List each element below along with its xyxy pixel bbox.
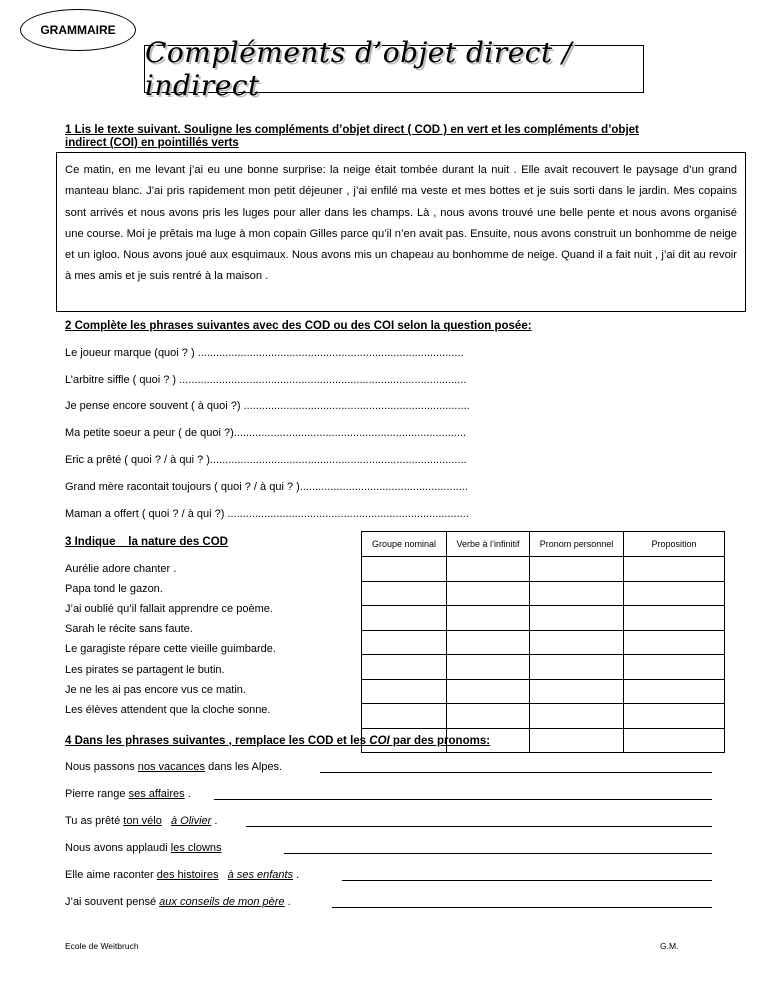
footer-author: G.M.: [660, 941, 679, 951]
ex3-sentence-6: Les pirates se partagent le butin.: [65, 664, 225, 676]
answer-cell[interactable]: [624, 679, 725, 704]
answer-cell[interactable]: [530, 606, 624, 631]
answer-cell[interactable]: [530, 704, 624, 729]
answer-cell[interactable]: [530, 581, 624, 606]
answer-line-5[interactable]: [342, 880, 712, 881]
s2-text: Pierre range: [65, 788, 129, 800]
s5-coi: à ses enfants: [227, 869, 294, 881]
badge-label: GRAMMAIRE: [40, 23, 116, 37]
footer-school: Ecole de Weitbruch: [65, 941, 139, 951]
s2-cod: ses affaires: [128, 788, 185, 800]
answer-cell[interactable]: [447, 630, 530, 655]
ex4-sentence-2: [65, 788, 191, 800]
ex2-line-2: L’arbitre siffle ( quoi ? ) ..............................................................................................: [65, 374, 467, 386]
s3-coi: à Olivier: [171, 815, 212, 827]
ex4-sentence-5: [65, 869, 299, 881]
answer-line-6[interactable]: [332, 907, 712, 908]
answer-cell[interactable]: [362, 557, 447, 582]
ex3-heading: [65, 536, 228, 549]
ex4-sentence-4: [65, 842, 222, 854]
answer-cell[interactable]: [447, 679, 530, 704]
title-box: [144, 36, 644, 102]
ex3-sentence-8: Les élèves attendent que la cloche sonne.: [65, 704, 271, 716]
ex4-heading-a: 4 Dans les phrases suivantes , remplace les COD et les: [65, 735, 370, 747]
col-proposition: Proposition: [624, 532, 725, 557]
s4-cod: les clowns: [170, 842, 222, 854]
s1-rest: dans les Alpes.: [205, 761, 283, 773]
table-row: [362, 704, 725, 729]
ex2-line-4: Ma petite soeur a peur ( de quoi ?)............................................................................: [65, 427, 467, 439]
ex2-heading: 2 Complète les phrases suivantes avec des COD ou des COI selon la question posée:: [65, 320, 532, 332]
s3-text: Tu as prêté: [65, 815, 124, 827]
table-row: [362, 581, 725, 606]
answer-cell[interactable]: [530, 557, 624, 582]
answer-line-2[interactable]: [214, 799, 712, 800]
ex3-sentence-2: Papa tond le gazon.: [65, 583, 163, 595]
ex1-heading-line1: 1 Lis le texte suivant. Souligne les compléments d’objet direct ( COD ) en vert et les compléments d’objet: [65, 124, 639, 136]
s6-rest: .: [284, 896, 291, 908]
ex3-heading-b: la nature des COD: [128, 536, 228, 548]
answer-cell[interactable]: [362, 655, 447, 680]
answer-cell[interactable]: [447, 655, 530, 680]
ex4-heading: [65, 735, 490, 748]
ex3-sentence-5: Le garagiste répare cette vieille guimbarde.: [65, 643, 276, 655]
answer-cell[interactable]: [624, 557, 725, 582]
answer-cell[interactable]: [362, 630, 447, 655]
cod-nature-table: [361, 531, 725, 753]
ex4-sentence-1: [65, 761, 282, 773]
answer-line-4[interactable]: [284, 853, 712, 854]
s1-cod: nos vacances: [137, 761, 206, 773]
col-groupe-nominal: Groupe nominal: [362, 532, 447, 557]
ex3-sentence-1: Aurélie adore chanter .: [65, 563, 177, 575]
answer-cell[interactable]: [362, 606, 447, 631]
ex1-heading: [65, 124, 639, 150]
s3-cod: ton vélo: [123, 815, 162, 827]
ex3-sentence-4: Sarah le récite sans faute.: [65, 623, 193, 635]
ex3-sentence-7: Je ne les ai pas encore vus ce matin.: [65, 684, 246, 696]
table-row: [362, 679, 725, 704]
table-row: [362, 655, 725, 680]
s5-rest: .: [293, 869, 300, 881]
s6-coi: aux conseils de mon père: [159, 896, 285, 908]
ex1-heading-line2: indirect (COI) en pointillés verts: [65, 137, 239, 149]
answer-cell[interactable]: [447, 557, 530, 582]
answer-cell[interactable]: [447, 704, 530, 729]
answer-cell[interactable]: [624, 655, 725, 680]
table-row: [362, 606, 725, 631]
answer-cell[interactable]: [447, 581, 530, 606]
answer-cell[interactable]: [624, 581, 725, 606]
answer-cell[interactable]: [447, 606, 530, 631]
table-row: [362, 630, 725, 655]
answer-line-1[interactable]: [320, 772, 712, 773]
ex4-heading-coi: COI: [369, 735, 390, 747]
s1-text: Nous passons: [65, 761, 138, 773]
s3-rest: .: [211, 815, 218, 827]
answer-cell[interactable]: [624, 606, 725, 631]
ex2-line-3: Je pense encore souvent ( à quoi ?) ..........................................................................: [65, 400, 470, 412]
ex3-sentence-3: J’ai oublié qu’il fallait apprendre ce poème.: [65, 603, 273, 615]
answer-cell[interactable]: [624, 630, 725, 655]
col-verbe-infinitif: Verbe à l’infinitif: [447, 532, 530, 557]
s6-text: J’ai souvent pensé: [65, 896, 160, 908]
s2-rest: .: [184, 788, 191, 800]
answer-cell[interactable]: [624, 728, 725, 753]
answer-cell[interactable]: [362, 679, 447, 704]
s5-text: Elle aime raconter: [65, 869, 157, 881]
table-row: [362, 557, 725, 582]
answer-cell[interactable]: [530, 728, 624, 753]
answer-cell[interactable]: [530, 679, 624, 704]
table-header-row: [362, 532, 725, 557]
answer-line-3[interactable]: [246, 826, 712, 827]
grammaire-badge: [20, 9, 136, 51]
ex4-heading-c: par des pronoms:: [389, 735, 491, 747]
col-pronom-personnel: Pronom personnel: [530, 532, 624, 557]
answer-cell[interactable]: [362, 581, 447, 606]
page-title: Compléments d’objet direct / indirect: [145, 36, 573, 102]
ex2-line-1: Le joueur marque (quoi ? ) .......................................................................................: [65, 347, 464, 359]
answer-cell[interactable]: [530, 655, 624, 680]
answer-cell[interactable]: [530, 630, 624, 655]
ex4-sentence-3: [65, 815, 217, 827]
ex2-line-5: Eric a prêté ( quoi ? / à qui ? )....................................................................................: [65, 454, 467, 466]
ex4-sentence-6: [65, 896, 291, 908]
s4-text: Nous avons applaudi: [65, 842, 171, 854]
ex2-line-6: Grand mère racontait toujours ( quoi ? / à qui ? ).......................................................: [65, 481, 468, 493]
ex3-heading-a: 3 Indique: [65, 536, 116, 548]
answer-cell[interactable]: [362, 704, 447, 729]
ex2-line-7: Maman a offert ( quoi ? / à qui ?) ...............................................................................: [65, 508, 469, 520]
answer-cell[interactable]: [624, 704, 725, 729]
ex1-text-box: Ce matin, en me levant j’ai eu une bonne surprise: la neige était tombée durant la nuit . Elle avait recouvert le paysage d’un grand manteau blanc. J’ai pris rapidement mon petit déjeuner , j’ai enfilé ma veste et mes bottes et je suis sorti dans le jardin. Mes copains sont arrivés et nous avons pris les luges pour aller dans les champs. Là , nous avons trouvé une belle pente et nous avons organisé une course. Moi je prêtais ma luge à mon copain Gilles parce qu’il n’en avait pas. Ensuite, nous avons construit un bonhomme de neige et un igloo. Nous avons joué aux esquimaux. Nous avons mis un chapeau au bonhomme de neige. Quand il a fait nuit , j’ai dit au revoir à mes amis et je suis rentré à la maison .: [56, 152, 746, 312]
s5-cod: des histoires: [156, 869, 219, 881]
